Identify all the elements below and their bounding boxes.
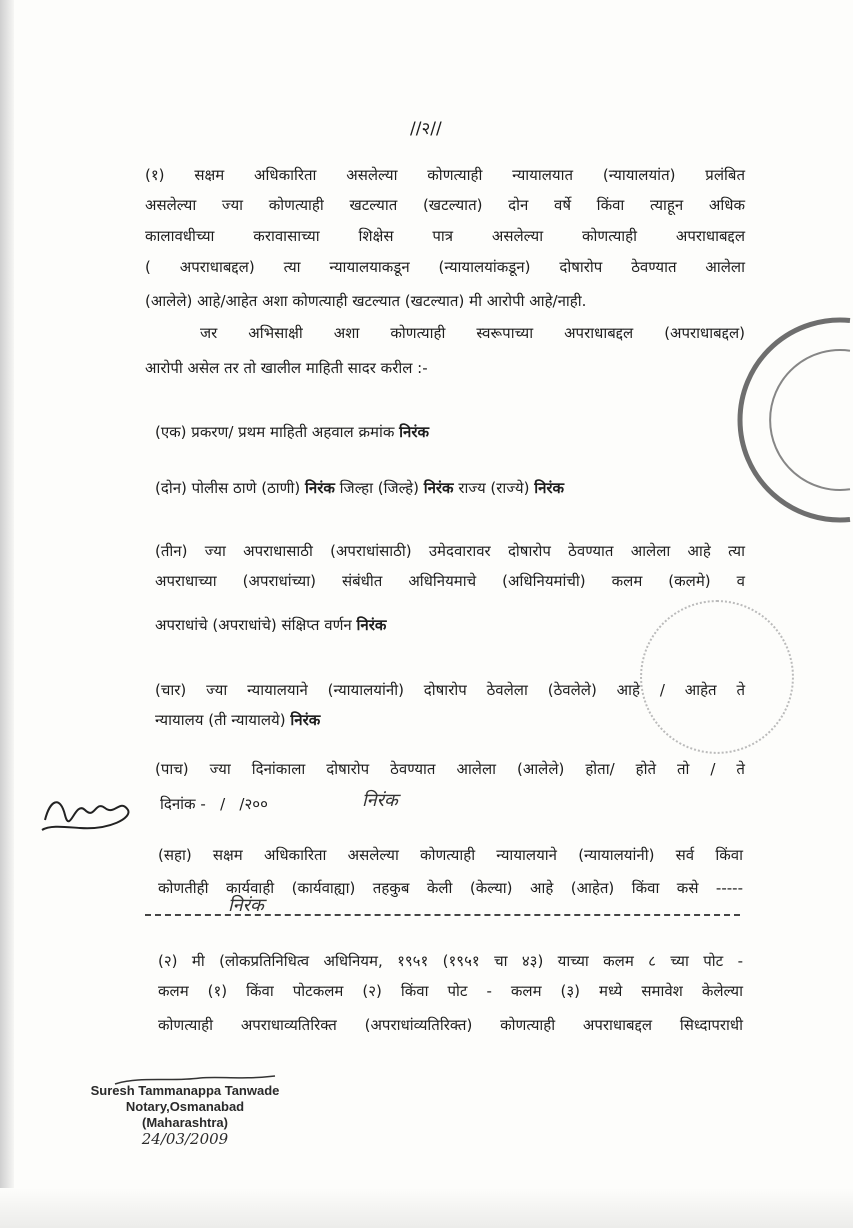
- item-teen-last: अपराधांचे (अपराधांचे) संक्षिप्त वर्णन निरंक: [155, 616, 387, 634]
- para3-line: कोणत्याही अपराधाव्यतिरिक्त (अपराधांव्यतिरिक्त) कोणत्याही अपराधाबद्दल सिध्दापराधी: [158, 1016, 743, 1034]
- para1-line: कालावधीच्या करावासाच्या शिक्षेस पात्र असलेल्या कोणत्याही अपराधाबद्दल: [145, 227, 745, 245]
- date-label: दिनांक - / /२००: [160, 795, 268, 813]
- item-value: निरंक: [399, 423, 430, 441]
- para3-line: कलम (१) किंवा पोटकलम (२) किंवा पोट - कलम (३) मध्ये समावेश केलेल्या: [158, 982, 743, 1000]
- item-teen-line: (तीन) ज्या अपराधासाठी (अपराधांसाठी) उमेदवारावर दोषारोप ठेवण्यात आलेला आहे त्या: [155, 542, 745, 560]
- official-seal-inner-ring: [770, 350, 850, 490]
- item-saha-line: (सहा) सक्षम अधिकारिता असलेल्या कोणत्याही न्यायालयाने (न्यायालयांनी) सर्व किंवा: [158, 846, 743, 864]
- item-char-last: न्यायालय (ती न्यायालये) निरंक: [155, 711, 321, 729]
- item-don: (दोन) पोलीस ठाणे (ठाणी) निरंक जिल्हा (जिल्हे) निरंक राज्य (राज्ये) निरंक: [155, 479, 565, 497]
- para2-line: आरोपी असेल तर तो खालील माहिती सादर करील :-: [145, 359, 428, 377]
- para1-line: असलेल्या ज्या कोणत्याही खटल्यात (खटल्यात) दोन वर्षे किंवा त्याहून अधिक: [145, 196, 745, 214]
- item-ek: (एक) प्रकरण/ प्रथम माहिती अहवाल क्रमांक निरंक: [155, 423, 430, 441]
- handwritten-nirank: निरंक: [228, 895, 264, 916]
- item-teen-line: अपराधाच्या (अपराधांच्या) संबंधीत अधिनियमाचे (अधिनियमांची) कलम (कलमे) व: [155, 572, 745, 590]
- item-pach-line: (पाच) ज्या दिनांकाला दोषारोप ठेवण्यात आलेला (आलेले) होता/ होते तो / ते: [155, 760, 745, 778]
- notary-stamp: Suresh Tammanappa Tanwade Notary,Osmanabad (Maharashtra) 24/03/2009: [90, 1083, 280, 1148]
- para1-line: (आलेले) आहे/आहेत अशा कोणत्याही खटल्यात (खटल्यात) मी आरोपी आहे/नाही.: [145, 292, 587, 310]
- para1-line: ( अपराधाबद्दल) त्या न्यायालयाकडून (न्यायालयांकडून) दोषारोप ठेवण्यात आलेला: [145, 258, 745, 276]
- scan-edge-shadow: [0, 0, 14, 1228]
- scan-bottom-shadow: [0, 1188, 853, 1228]
- signature: [40, 790, 140, 840]
- page-number: //२//: [410, 119, 442, 139]
- para1-line: (१) सक्षम अधिकारिता असलेल्या कोणत्याही न्यायालयात (न्यायालयांत) प्रलंबित: [145, 166, 745, 184]
- handwritten-nirank: निरंक: [362, 790, 398, 811]
- item-saha-line: कोणतीही कार्यवाही (कार्यवाह्या) तहकुब केली (केल्या) आहे (आहेत) किंवा कसे -----: [158, 879, 743, 897]
- item-char-line: (चार) ज्या न्यायालयाने (न्यायालयांनी) दोषारोप ठेवलेला (ठेवलेले) आहे / आहेत ते: [155, 681, 745, 699]
- para2-line: जर अभिसाक्षी अशा कोणत्याही स्वरूपाच्या अपराधाबद्दल (अपराधाबद्दल): [200, 324, 745, 342]
- official-seal-stamp: [730, 310, 853, 530]
- para3-line: (२) मी (लोकप्रतिनिधित्व अधिनियम, १९५१ (१९५१ चा ४३) याच्या कलम ८ च्या पोट -: [158, 952, 743, 970]
